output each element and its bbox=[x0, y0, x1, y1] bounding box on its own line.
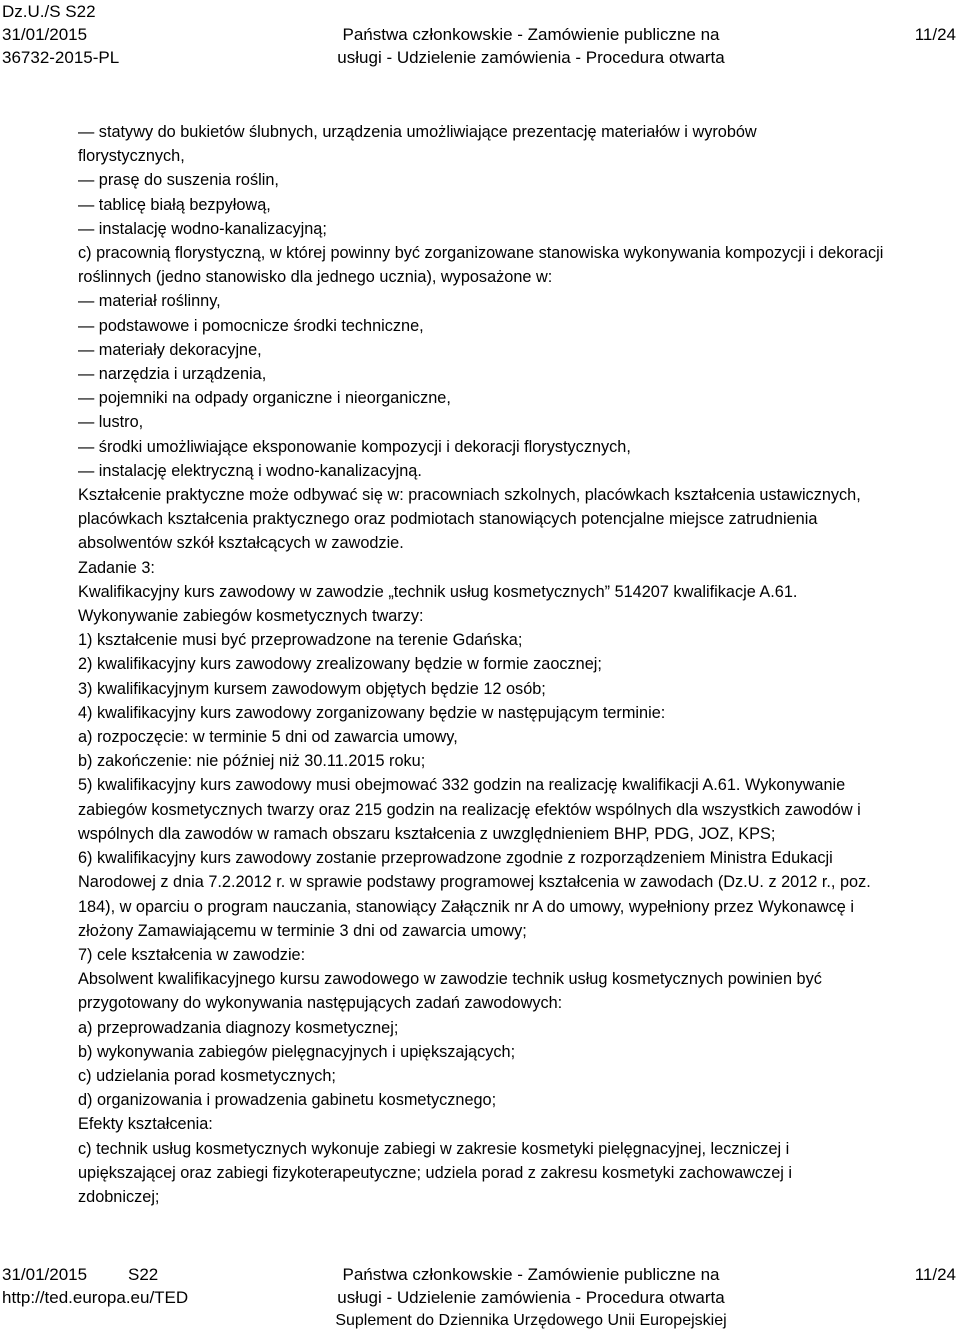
page-header bbox=[0, 0, 960, 69]
header-title-line2: usługi - Udzielenie zamówienia - Procedura otwarta bbox=[337, 48, 725, 67]
body-line: przygotowany do wykonywania następujących zadań zawodowych: bbox=[78, 994, 563, 1013]
body-line: — podstawowe i pomocnicze środki techniczne, bbox=[78, 316, 424, 335]
body-line: 4) kwalifikacyjny kurs zawodowy zorganizowany będzie w następującym terminie: bbox=[78, 703, 666, 722]
document-body bbox=[78, 120, 940, 1209]
body-line: b) wykonywania zabiegów pielęgnacyjnych i upiększających; bbox=[78, 1042, 516, 1061]
body-line: Absolwent kwalifikacyjnego kursu zawodowego w zawodzie technik usług kosmetycznych powinien być bbox=[78, 970, 822, 989]
body-line: 184), w oparciu o program nauczania, stanowiący Załącznik nr A do umowy, wypełniony przez Wykonawcę i bbox=[78, 897, 854, 916]
header-date: 31/01/2015 bbox=[2, 25, 88, 44]
body-line: c) udzielania porad kosmetycznych; bbox=[78, 1066, 336, 1085]
body-line: 5) kwalifikacyjny kurs zawodowy musi obejmować 332 godzin na realizację kwalifikacji A.61. Wykonywanie bbox=[78, 776, 846, 795]
footer-title-line3: Suplement do Dziennika Urzędowego Unii Europejskiej bbox=[335, 1312, 727, 1329]
header-doc-id: 36732-2015-PL bbox=[2, 48, 120, 67]
footer-title-line1: Państwa członkowskie - Zamówienie publiczne na bbox=[342, 1265, 720, 1284]
body-line: — lustro, bbox=[78, 413, 144, 432]
body-line: 2) kwalifikacyjny kurs zawodowy zrealizowany będzie w formie zaocznej; bbox=[78, 655, 602, 674]
body-line: 6) kwalifikacyjny kurs zawodowy zostanie przeprowadzone zgodnie z rozporządzeniem Ministra Edukacji bbox=[78, 849, 833, 868]
body-line: — narzędzia i urządzenia, bbox=[78, 365, 267, 384]
body-line: Zadanie 3: bbox=[78, 558, 155, 577]
body-line: Efekty kształcenia: bbox=[78, 1115, 213, 1134]
body-line: Wykonywanie zabiegów kosmetycznych twarzy: bbox=[78, 607, 424, 626]
body-line: złożony Zamawiającemu w terminie 3 dni od zawarcia umowy; bbox=[78, 921, 527, 940]
body-line: wspólnych dla zawodów w ramach obszaru kształcenia z uwzględnieniem BHP, PDG, JOZ, KPS; bbox=[78, 824, 776, 843]
body-line: — prasę do suszenia roślin, bbox=[78, 171, 279, 190]
body-line: — statywy do bukietów ślubnych, urządzenia umożliwiające prezentację materiałów i wyrobów bbox=[78, 123, 757, 141]
body-line: — instalację wodno-kanalizacyjną; bbox=[78, 219, 327, 238]
body-line: — pojemniki na odpady organiczne i nieorganiczne, bbox=[78, 389, 451, 408]
body-line: 3) kwalifikacyjnym kursem zawodowym objętych będzie 12 osób; bbox=[78, 679, 546, 698]
body-line: upiększającej oraz zabiegi fizykoterapeutyczne; udziela porad z zakresu kosmetyki zachowawczej i bbox=[78, 1163, 793, 1182]
body-line: 1) kształcenie musi być przeprowadzone na terenie Gdańska; bbox=[78, 631, 523, 650]
body-line: a) rozpoczęcie: w terminie 5 dni od zawarcia umowy, bbox=[78, 728, 458, 747]
body-line: c) pracownią florystyczną, w której powinny być zorganizowane stanowiska wykonywania kompozycji i dekoracji bbox=[78, 244, 884, 263]
body-line: a) przeprowadzania diagnozy kosmetycznej; bbox=[78, 1018, 399, 1037]
journal-ref: Dz.U./S S22 bbox=[2, 2, 96, 21]
body-line: c) technik usług kosmetycznych wykonuje zabiegi w zakresie kosmetyki pielęgnacyjnej, leczniczej i bbox=[78, 1139, 790, 1158]
footer-url[interactable]: http://ted.europa.eu/TED bbox=[2, 1288, 189, 1307]
body-line: 7) cele kształcenia w zawodzie: bbox=[78, 945, 306, 964]
footer-title-line2: usługi - Udzielenie zamówienia - Procedura otwarta bbox=[337, 1288, 725, 1307]
body-line: absolwentów szkół kształcących w zawodzie. bbox=[78, 534, 404, 553]
body-line: florystycznych, bbox=[78, 147, 185, 166]
body-line: zabiegów kosmetycznych twarzy oraz 215 godzin na realizację efektów wspólnych dla wszystkich zawodów i bbox=[78, 800, 861, 819]
body-line: zdobniczej; bbox=[78, 1187, 160, 1206]
body-line: roślinnych (jedno stanowisko dla jednego ucznia), wyposażone w: bbox=[78, 268, 553, 287]
body-line: Narodowej z dnia 7.2.2012 r. w sprawie podstawy programowej kształcenia w zawodach (Dz.U. z 2012 r., poz. bbox=[78, 873, 871, 892]
body-line: — środki umożliwiające eksponowanie kompozycji i dekoracji florystycznych, bbox=[78, 437, 631, 456]
page-footer bbox=[0, 1263, 960, 1332]
body-line: — tablicę białą bezpyłową, bbox=[78, 195, 271, 214]
footer-page-number: 11/24 bbox=[914, 1265, 956, 1284]
header-page-number: 11/24 bbox=[914, 25, 956, 44]
body-line: b) zakończenie: nie później niż 30.11.2015 roku; bbox=[78, 752, 426, 771]
footer-date: 31/01/2015 bbox=[2, 1265, 88, 1284]
body-line: placówkach kształcenia praktycznego oraz podmiotach stanowiących potencjalne miejsce zatrudnienia bbox=[78, 510, 818, 529]
body-line: Kwalifikacyjny kurs zawodowy w zawodzie „technik usług kosmetycznych” 514207 kwalifikacje A.61. bbox=[78, 582, 798, 601]
body-line: Kształcenie praktyczne może odbywać się w: pracowniach szkolnych, placówkach kształcenia ustawicznych, bbox=[78, 486, 861, 505]
body-line: — materiał roślinny, bbox=[78, 292, 221, 311]
body-line: d) organizowania i prowadzenia gabinetu kosmetycznego; bbox=[78, 1091, 497, 1110]
body-line: — instalację elektryczną i wodno-kanalizacyjną. bbox=[78, 461, 422, 480]
body-line: — materiały dekoracyjne, bbox=[78, 340, 262, 359]
header-title-line1: Państwa członkowskie - Zamówienie publiczne na bbox=[342, 25, 720, 44]
footer-series: S22 bbox=[128, 1265, 159, 1284]
